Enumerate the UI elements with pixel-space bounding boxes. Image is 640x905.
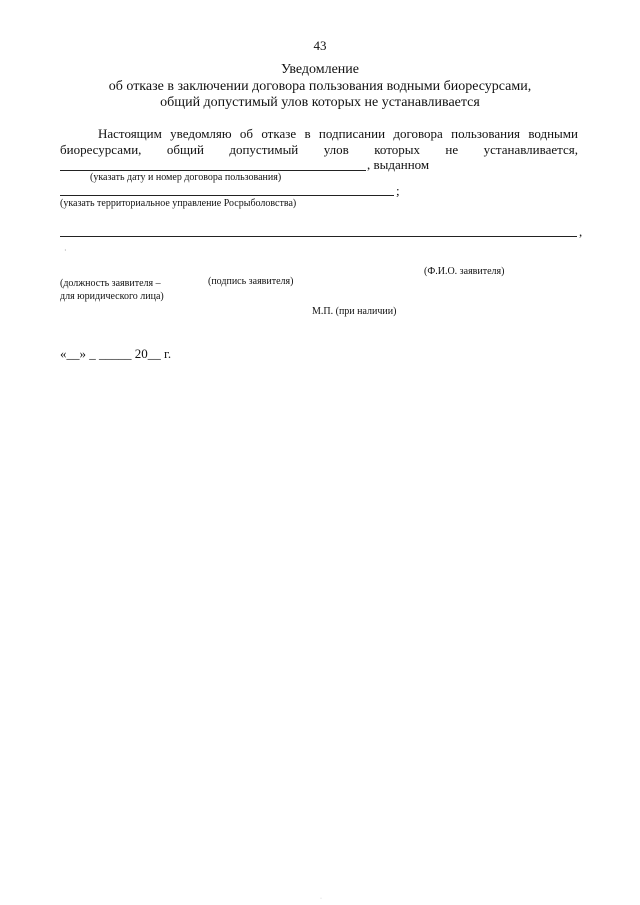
body-word: в (304, 126, 311, 141)
territorial-blank-line (60, 195, 394, 196)
scan-speck: · (64, 246, 67, 255)
position-caption-line-2: для юридического лица) (60, 291, 164, 302)
body-word: общий (166, 142, 204, 157)
body-word: которых (374, 142, 420, 157)
document-subtitle-line-1: об отказе в заключении договора пользования водными биоресурсами, (108, 79, 532, 94)
issued-text: , выданном (367, 157, 430, 172)
body-word: устанавливается, (483, 142, 578, 157)
body-word: подписании (318, 126, 386, 141)
body-word: отказе (261, 126, 297, 141)
body-word: биоресурсами, (60, 142, 142, 157)
body-word: не (445, 142, 459, 157)
body-line-1 (60, 126, 578, 142)
territorial-caption: (указать территориальное управление Росрыболовства) (60, 198, 297, 209)
body-line-2 (60, 142, 578, 158)
date-line: «__» _ _____ 20__ г. (60, 346, 172, 361)
document-subtitle-line-2: общий допустимый улов которых не устанавливается (160, 95, 480, 110)
scan-speck: · (320, 896, 322, 902)
body-word: об (239, 126, 254, 141)
body-word: улов (323, 142, 349, 157)
document-title: Уведомление (280, 62, 359, 77)
body-word: допустимый (229, 142, 299, 157)
body-word: водными (528, 126, 578, 141)
signature-caption: (подпись заявителя) (208, 276, 294, 287)
body-word: уведомляю (170, 126, 232, 141)
contract-caption: (указать дату и номер договора пользования) (90, 172, 282, 183)
stamp-caption: М.П. (при наличии) (312, 306, 397, 317)
page-number: 43 (313, 38, 327, 53)
position-caption-line-1: (должность заявителя – (60, 278, 161, 289)
body-word: Настоящим (98, 126, 162, 141)
body-word: пользования (451, 126, 521, 141)
comma: , (579, 224, 583, 239)
fio-caption: (Ф.И.О. заявителя) (424, 266, 505, 277)
full-width-blank-line (60, 236, 577, 237)
contract-blank-line (60, 170, 366, 171)
body-word: договора (393, 126, 443, 141)
semicolon: ; (396, 183, 400, 198)
